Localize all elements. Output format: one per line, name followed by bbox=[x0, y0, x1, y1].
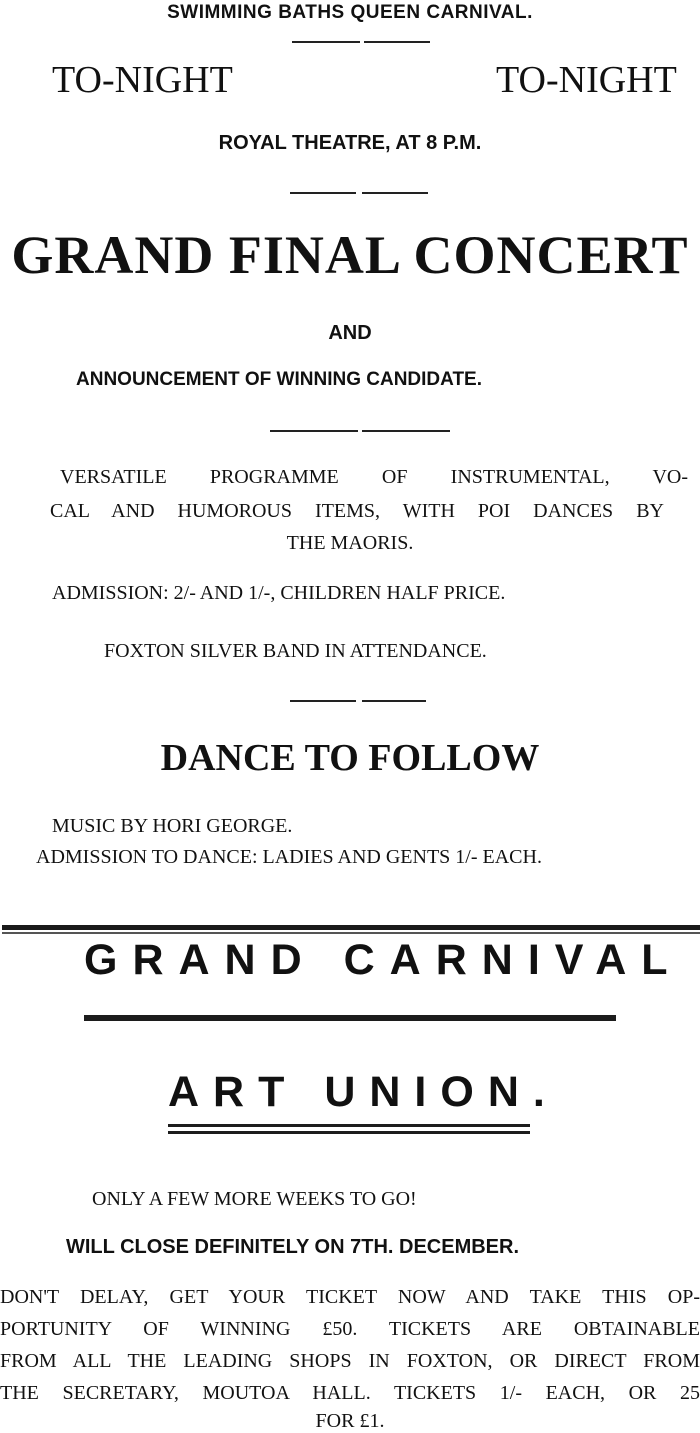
art-union-title-2: ART UNION. bbox=[168, 1068, 559, 1116]
body-line-1: DON'T DELAY, GET YOUR TICKET NOW AND TAKE THIS OP- bbox=[0, 1286, 700, 1308]
title-underline bbox=[168, 1131, 530, 1134]
dance-admission-line: ADMISSION TO DANCE: LADIES AND GENTS 1/- EACH. bbox=[36, 846, 542, 868]
divider bbox=[290, 700, 356, 702]
admission-line: ADMISSION: 2/- AND 1/-, CHILDREN HALF PRICE. bbox=[52, 582, 506, 604]
divider bbox=[362, 700, 426, 702]
and-line: AND bbox=[328, 322, 372, 344]
programme-line-3: THE MAORIS. bbox=[286, 532, 414, 554]
section-separator-thin bbox=[2, 932, 700, 934]
dance-title: DANCE TO FOLLOW bbox=[160, 737, 540, 779]
art-union-title-1: GRAND CARNIVAL bbox=[84, 936, 683, 984]
concert-title: GRAND FINAL CONCERT bbox=[11, 225, 689, 285]
tonight-right: TO-NIGHT bbox=[496, 59, 677, 101]
divider bbox=[362, 430, 450, 432]
band-line: FOXTON SILVER BAND IN ATTENDANCE. bbox=[104, 640, 487, 662]
body-line-3: FROM ALL THE LEADING SHOPS IN FOXTON, OR DIRECT FROM bbox=[0, 1350, 700, 1372]
body-line-5: FOR £1. bbox=[315, 1410, 385, 1432]
carnival-heading: SWIMMING BATHS QUEEN CARNIVAL. bbox=[167, 2, 533, 23]
programme-line-2: CAL AND HUMOROUS ITEMS, WITH POI DANCES BY bbox=[50, 500, 664, 522]
body-line-4: THE SECRETARY, MOUTOA HALL. TICKETS 1/- EACH, OR 25 bbox=[0, 1382, 700, 1404]
announcement-line: ANNOUNCEMENT OF WINNING CANDIDATE. bbox=[76, 369, 483, 390]
body-line-2: PORTUNITY OF WINNING £50. TICKETS ARE OBTAINABLE bbox=[0, 1318, 700, 1340]
divider bbox=[362, 192, 428, 194]
divider bbox=[364, 41, 430, 43]
programme-line-1: VERSATILE PROGRAMME OF INSTRUMENTAL, VO- bbox=[60, 466, 688, 488]
section-separator bbox=[2, 925, 700, 930]
title-underline bbox=[84, 1015, 616, 1021]
music-line: MUSIC BY HORI GEORGE. bbox=[52, 815, 293, 837]
divider bbox=[290, 192, 356, 194]
title-underline bbox=[168, 1124, 530, 1127]
venue-line: ROYAL THEATRE, AT 8 P.M. bbox=[218, 132, 482, 154]
weeks-line: ONLY A FEW MORE WEEKS TO GO! bbox=[92, 1188, 417, 1210]
close-date-line: WILL CLOSE DEFINITELY ON 7TH. DECEMBER. bbox=[66, 1236, 520, 1258]
tonight-left: TO-NIGHT bbox=[52, 59, 233, 101]
divider bbox=[292, 41, 360, 43]
divider bbox=[270, 430, 358, 432]
